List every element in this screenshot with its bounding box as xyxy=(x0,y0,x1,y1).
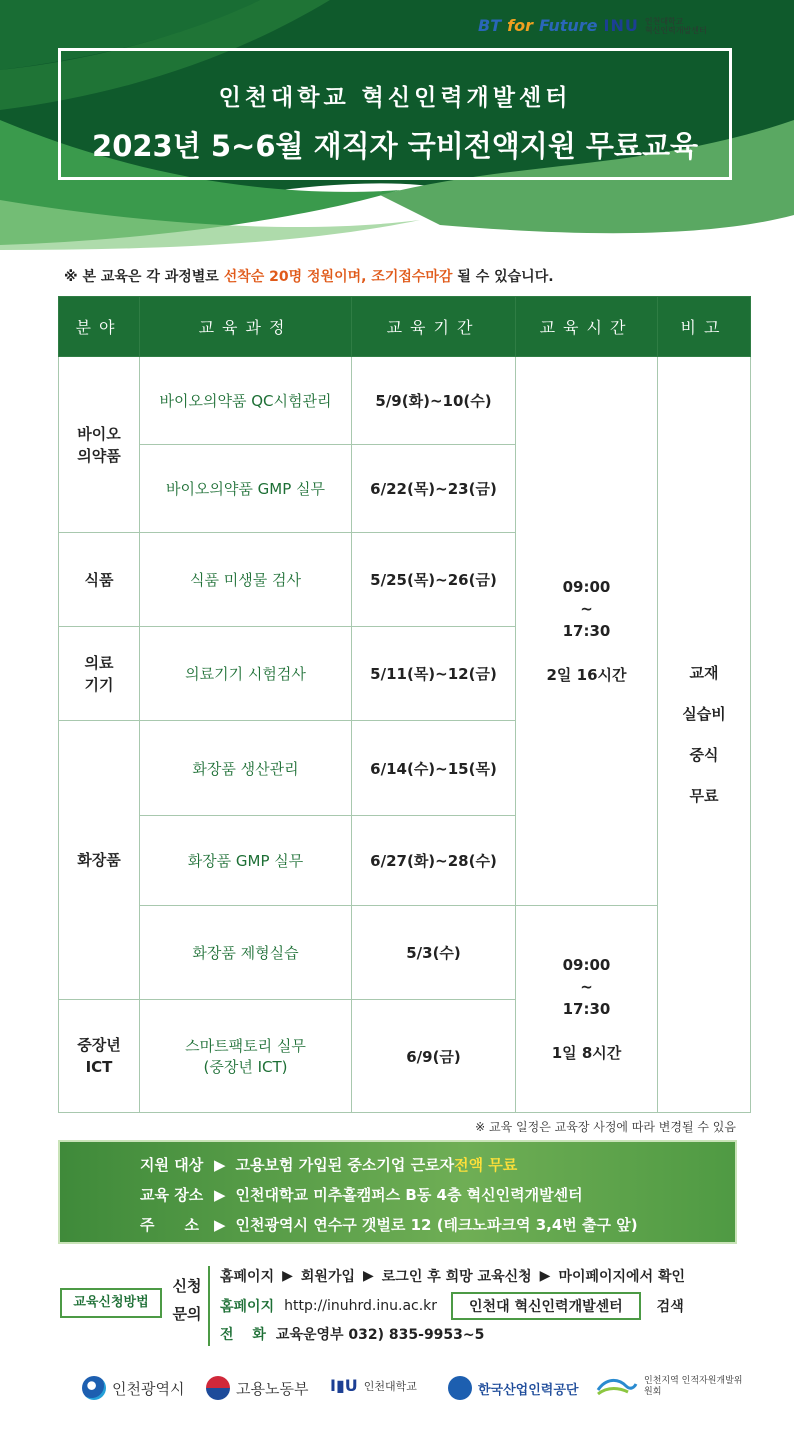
title-line2: 2023년 5~6월 재직자 국비전액지원 무료교육 xyxy=(92,129,698,163)
title-line1: 인천대학교 혁신인력개발센터 xyxy=(218,85,572,111)
arrow-icon: ▶ xyxy=(282,1268,293,1284)
homepage-link[interactable]: http://inuhrd.inu.ac.kr xyxy=(284,1298,438,1314)
phone-key: 전 화 xyxy=(220,1327,266,1343)
brand-bt: BT xyxy=(478,16,502,35)
hrdkorea-icon xyxy=(448,1376,472,1400)
course-period: 6/27(화)~28(수) xyxy=(352,816,516,906)
info-place-value: 인천대학교 미추홀캠퍼스 B동 4층 혁신인력개발센터 xyxy=(235,1186,583,1204)
logo-label: 한국산업인력공단 xyxy=(478,1382,579,1398)
time-block-1: 09:00 ~ 17:30 2일 16시간 xyxy=(516,357,658,906)
arrow-icon: ▶ xyxy=(539,1268,551,1284)
logo-incheon-city xyxy=(82,1376,184,1400)
table-row xyxy=(59,357,751,445)
remarks: 교재 실습비 중식 무료 xyxy=(658,357,751,1113)
arrow-icon: ▶ xyxy=(363,1268,374,1284)
category-bio: 바이오 의약품 xyxy=(59,357,140,533)
title-box xyxy=(58,48,732,180)
taegeuk-icon xyxy=(206,1376,230,1400)
step-homepage: 홈페이지 xyxy=(220,1269,275,1285)
logo-rc xyxy=(596,1376,744,1398)
notice-suffix: 될 수 있습니다. xyxy=(452,269,554,285)
course-period: 5/9(화)~10(수) xyxy=(352,357,516,445)
step-login-apply: 로그인 후 희망 교육신청 xyxy=(381,1269,532,1285)
schedule-footnote: ※ 교육 일정은 교육장 사정에 따라 변경될 수 있음 xyxy=(475,1120,736,1134)
step-mypage: 마이페이지에서 확인 xyxy=(558,1269,686,1285)
header-period: 교육기간 xyxy=(352,297,516,357)
course-name: 의료기기 시험검사 xyxy=(140,627,352,721)
course-period: 5/11(목)~12(금) xyxy=(352,627,516,721)
phone-value: 교육운영부 032) 835-9953~5 xyxy=(275,1327,485,1343)
logo-inu xyxy=(330,1376,417,1395)
category-medical: 의료 기기 xyxy=(59,627,140,721)
search-term-box[interactable]: 인천대 혁신인력개발센터 xyxy=(451,1292,641,1320)
logo-moel xyxy=(206,1376,308,1400)
apply-steps-row xyxy=(220,1266,685,1286)
arrow-icon: ▶ xyxy=(214,1215,226,1234)
logo-label: 인천대학교 xyxy=(363,1379,417,1393)
course-period: 6/9(금) xyxy=(352,1000,516,1113)
course-name: 화장품 GMP 실무 xyxy=(140,816,352,906)
schedule-table xyxy=(58,296,751,1113)
course-name: 스마트팩토리 실무 (중장년 ICT) xyxy=(140,1000,352,1113)
apply-label: 신청 문의 xyxy=(172,1277,202,1323)
course-name: 화장품 생산관리 xyxy=(140,721,352,816)
header-note: 비고 xyxy=(658,297,751,357)
wave-icon xyxy=(596,1376,638,1398)
apply-method-button[interactable]: 교육신청방법 xyxy=(60,1288,162,1318)
header-field: 분야 xyxy=(59,297,140,357)
sponsor-logos xyxy=(0,1376,794,1416)
notice-prefix: ※ 본 교육은 각 과정별로 xyxy=(64,269,224,285)
logo-label: 인천광역시 xyxy=(112,1379,185,1398)
brand-sub2: 혁신인력개발센터 xyxy=(644,25,707,35)
info-box xyxy=(58,1140,737,1244)
header-course: 교육과정 xyxy=(140,297,352,357)
course-period: 6/14(수)~15(목) xyxy=(352,721,516,816)
search-label: 검색 xyxy=(656,1299,684,1315)
category-ict: 중장년 ICT xyxy=(59,1000,140,1113)
info-address-value: 인천광역시 연수구 갯벌로 12 (테크노파크역 3,4번 출구 앞) xyxy=(235,1216,638,1234)
header-banner xyxy=(0,0,794,250)
inu-mark-icon: I▮U xyxy=(330,1376,358,1395)
info-target-value: 고용보험 가입된 중소기업 근로자 xyxy=(235,1156,455,1174)
header-time: 교육시간 xyxy=(516,297,658,357)
info-address-row xyxy=(140,1214,638,1235)
brand-for: for xyxy=(507,16,533,35)
info-target-highlight: 전액 무료 xyxy=(454,1156,518,1174)
logo-label: 인천지역 인적자원개발위원회 xyxy=(644,1376,743,1397)
arrow-icon: ▶ xyxy=(214,1185,226,1204)
notice-highlight: 선착순 20명 정원이며, 조기접수마감 xyxy=(223,269,453,285)
course-period: 5/3(수) xyxy=(352,906,516,1000)
course-period: 6/22(목)~23(금) xyxy=(352,445,516,533)
category-cosmetic: 화장품 xyxy=(59,721,140,1000)
info-place-key: 교육 장소 xyxy=(140,1186,204,1204)
course-name: 바이오의약품 QC시험관리 xyxy=(140,357,352,445)
info-address-key: 주 소 xyxy=(140,1216,199,1234)
brand-future: Future xyxy=(538,16,598,35)
info-target-row xyxy=(140,1154,517,1175)
arrow-icon: ▶ xyxy=(214,1155,226,1174)
capacity-notice xyxy=(64,266,554,286)
homepage-key: 홈페이지 xyxy=(220,1299,275,1315)
divider xyxy=(208,1266,210,1346)
brand-inu: INU xyxy=(603,16,639,35)
logo-hrdkorea xyxy=(448,1376,578,1400)
time-block-2: 09:00 ~ 17:30 1일 8시간 xyxy=(516,906,658,1113)
incheon-city-icon xyxy=(82,1376,106,1400)
course-name: 화장품 제형실습 xyxy=(140,906,352,1000)
table-row xyxy=(59,906,751,1000)
brand-sub1: 인천대학교 xyxy=(644,16,684,26)
course-period: 5/25(목)~26(금) xyxy=(352,533,516,627)
homepage-row xyxy=(220,1292,684,1320)
table-header-row xyxy=(59,297,751,357)
info-place-row xyxy=(140,1184,583,1205)
logo-label: 고용노동부 xyxy=(236,1379,309,1398)
brand-sub xyxy=(645,17,707,35)
brand-logo xyxy=(478,16,707,35)
course-name: 식품 미생물 검사 xyxy=(140,533,352,627)
category-food: 식품 xyxy=(59,533,140,627)
info-target-key: 지원 대상 xyxy=(140,1156,204,1174)
course-name: 바이오의약품 GMP 실무 xyxy=(140,445,352,533)
phone-row xyxy=(220,1324,484,1344)
step-signup: 회원가입 xyxy=(300,1269,355,1285)
